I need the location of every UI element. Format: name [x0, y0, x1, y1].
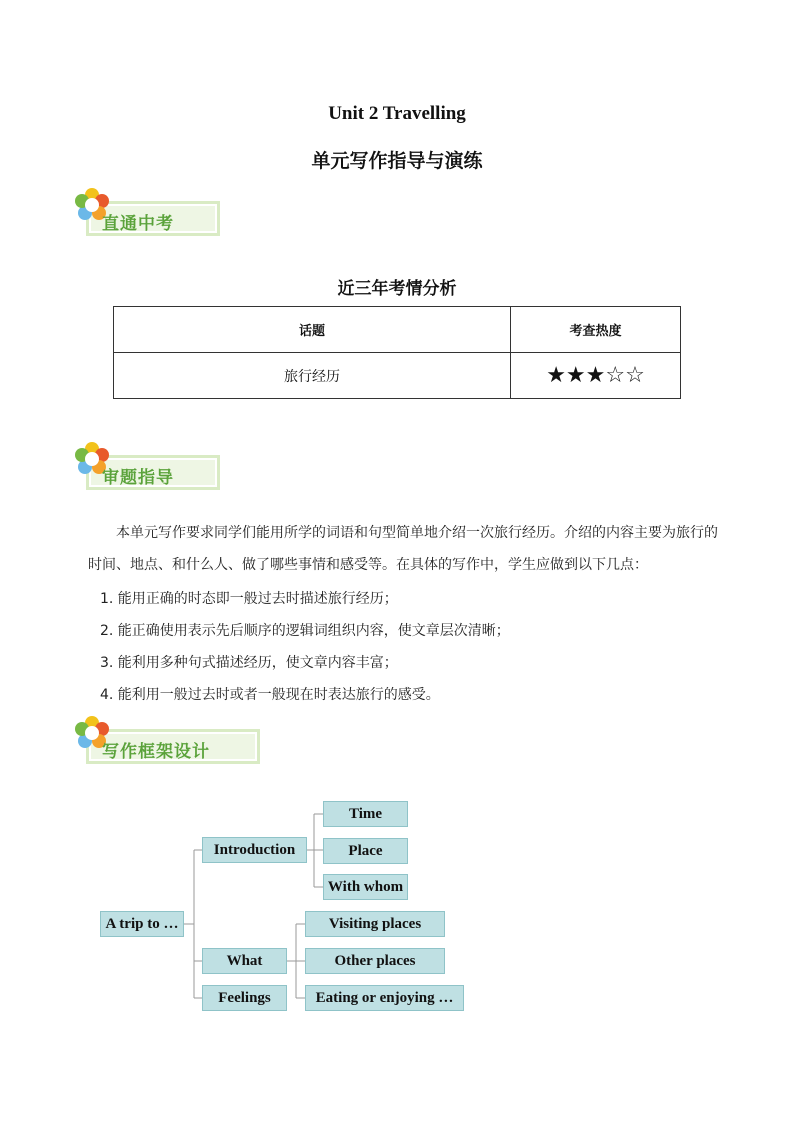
guidance-point: 4. 能利用一般过去时或者一般现在时表达旅行的感受。	[100, 687, 440, 703]
node-time: Time	[323, 801, 408, 827]
guidance-intro: 本单元写作要求同学们能用所学的词语和句型简单地介绍一次旅行经历。介绍的内容主要为旅行的时间、地点、和什么人、做了哪些事情和感受等。在具体的写作中，学生应做到以下几点：	[88, 525, 718, 573]
node-other-places: Other places	[305, 948, 445, 974]
node-eating: Eating or enjoying …	[305, 985, 464, 1011]
table-title: 近三年考情分析	[337, 279, 457, 299]
page-title: Unit 2 Travelling	[328, 103, 466, 124]
node-with-whom: With whom	[323, 874, 408, 900]
page-subtitle: 单元写作指导与演练	[311, 150, 483, 172]
header-topic: 话题	[114, 307, 511, 353]
rating-stars: ★★★☆☆	[511, 353, 681, 399]
node-visiting-places: Visiting places	[305, 911, 445, 937]
node-introduction: Introduction	[202, 837, 307, 863]
cell-topic: 旅行经历	[114, 353, 511, 399]
guidance-point: 2. 能正确使用表示先后顺序的逻辑词组织内容，使文章层次清晰；	[100, 623, 510, 639]
section-title: 审题指导	[102, 468, 174, 488]
node-root: A trip to …	[100, 911, 184, 937]
guidance-point: 1. 能用正确的时态即一般过去时描述旅行经历；	[100, 591, 398, 607]
guidance-point: 3. 能利用多种句式描述经历，使文章内容丰富；	[100, 655, 398, 671]
node-what: What	[202, 948, 287, 974]
node-place: Place	[323, 838, 408, 864]
header-heat: 考查热度	[511, 307, 681, 353]
section-title: 直通中考	[102, 214, 174, 234]
section-title: 写作框架设计	[102, 742, 210, 762]
node-feelings: Feelings	[202, 985, 287, 1011]
